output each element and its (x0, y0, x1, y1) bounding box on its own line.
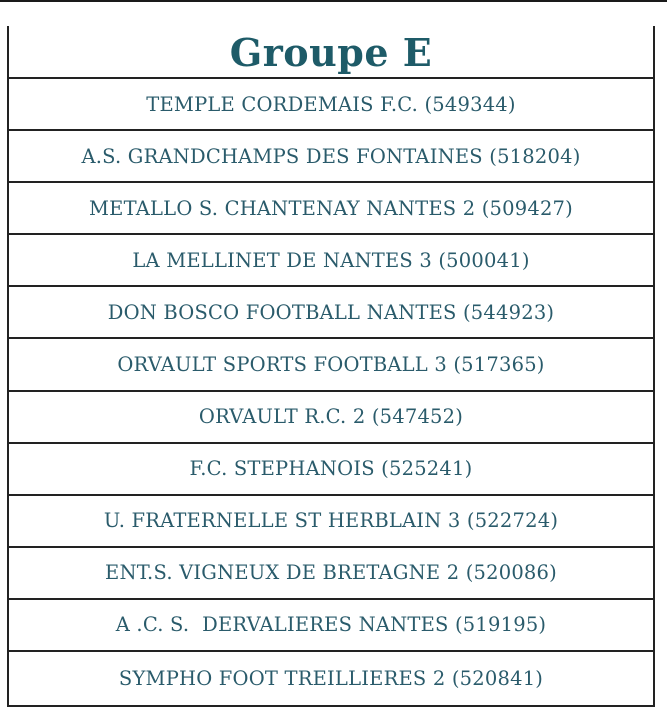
team-row: ORVAULT SPORTS FOOTBALL 3 (517365) (9, 339, 653, 391)
group-table (7, 26, 655, 707)
group-title: Groupe E (9, 26, 653, 79)
team-row: LA MELLINET DE NANTES 3 (500041) (9, 235, 653, 287)
team-row: U. FRATERNELLE ST HERBLAIN 3 (522724) (9, 496, 653, 548)
team-row: DON BOSCO FOOTBALL NANTES (544923) (9, 287, 653, 339)
team-row: SYMPHO FOOT TREILLIERES 2 (520841) (118, 666, 544, 690)
team-row: ENT.S. VIGNEUX DE BRETAGNE 2 (520086) (9, 548, 653, 600)
team-row: ORVAULT R.C. 2 (547452) (9, 392, 653, 444)
team-row: A .C. S. DERVALIERES NANTES (519195) (9, 600, 653, 652)
team-row: F.C. STEPHANOIS (525241) (9, 444, 653, 496)
team-row: TEMPLE CORDEMAIS F.C. (549344) (9, 79, 653, 131)
team-row: METALLO S. CHANTENAY NANTES 2 (509427) (9, 183, 653, 235)
top-border-line (0, 0, 667, 2)
team-row: A.S. GRANDCHAMPS DES FONTAINES (518204) (9, 131, 653, 183)
